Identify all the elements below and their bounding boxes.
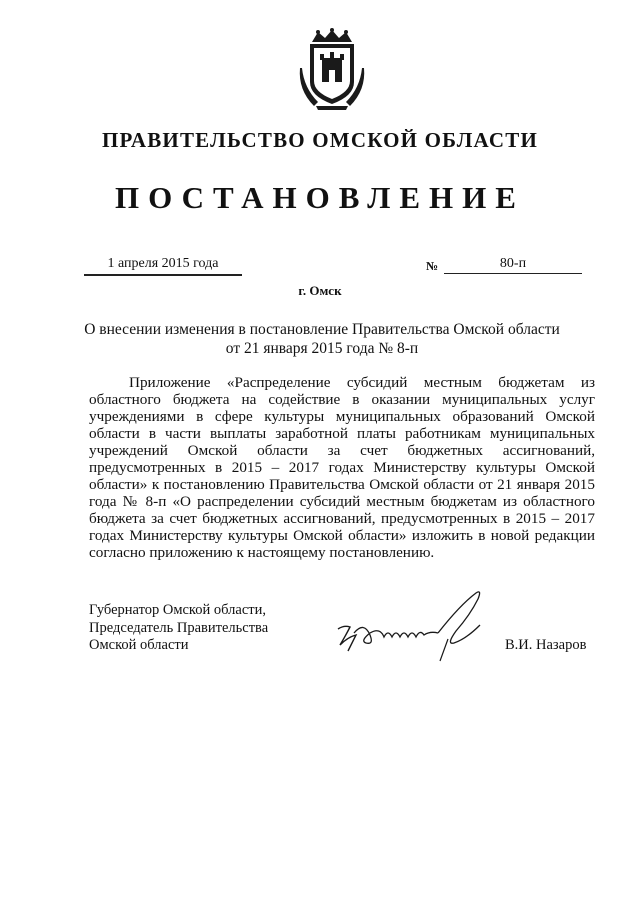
subject-line-1: О внесении изменения в постановление Правительства Омской области (84, 321, 560, 338)
signer-position (89, 602, 309, 655)
document-type-title: ПОСТАНОВЛЕНИЕ (115, 180, 525, 215)
document-subject (80, 320, 564, 358)
omsk-coat-of-arms-icon (298, 28, 366, 110)
number-sign: № (426, 259, 439, 273)
signer-position-line-1: Губернатор Омской области, (89, 602, 266, 618)
signer-position-line-3: Омской области (89, 637, 189, 653)
government-title: ПРАВИТЕЛЬСТВО ОМСКОЙ ОБЛАСТИ (101, 128, 538, 152)
subject-line-2: от 21 января 2015 года № 8-п (225, 340, 419, 357)
city-label: г. Омск (298, 283, 342, 298)
document-date: 1 апреля 2015 года (107, 256, 219, 271)
handwritten-signature-icon (330, 585, 500, 665)
document-number: 80-п (444, 256, 582, 274)
body-paragraph: Приложение «Распределение субсидий местным бюджетам из областного бюджета на содействие в оказании муниципальных услуг учреждениями в сфере культуры муниципальных образований Омской области в части выплаты заработной платы работникам муниципальных учреждений Омской области за счет бюджетных ассигнований, предусмотренных в 2015 – 2017 годах Министерству культуры Омской области» к постановлению Правительства Омской области от 21 января 2015 года № 8-п «О распределении субсидий местным бюджетам из областного бюджета за счет бюджетных ассигнований, предусмотренных в 2015 – 2017 годах Министерству культуры Омской области» изложить в новой редакции согласно приложению к настоящему постановлению. (89, 374, 595, 561)
signer-position-line-2: Председатель Правительства (89, 619, 269, 636)
date-underline (84, 274, 242, 276)
date-field (84, 256, 242, 276)
number-field (426, 256, 582, 274)
signer-name: В.И. Назаров (505, 637, 587, 653)
